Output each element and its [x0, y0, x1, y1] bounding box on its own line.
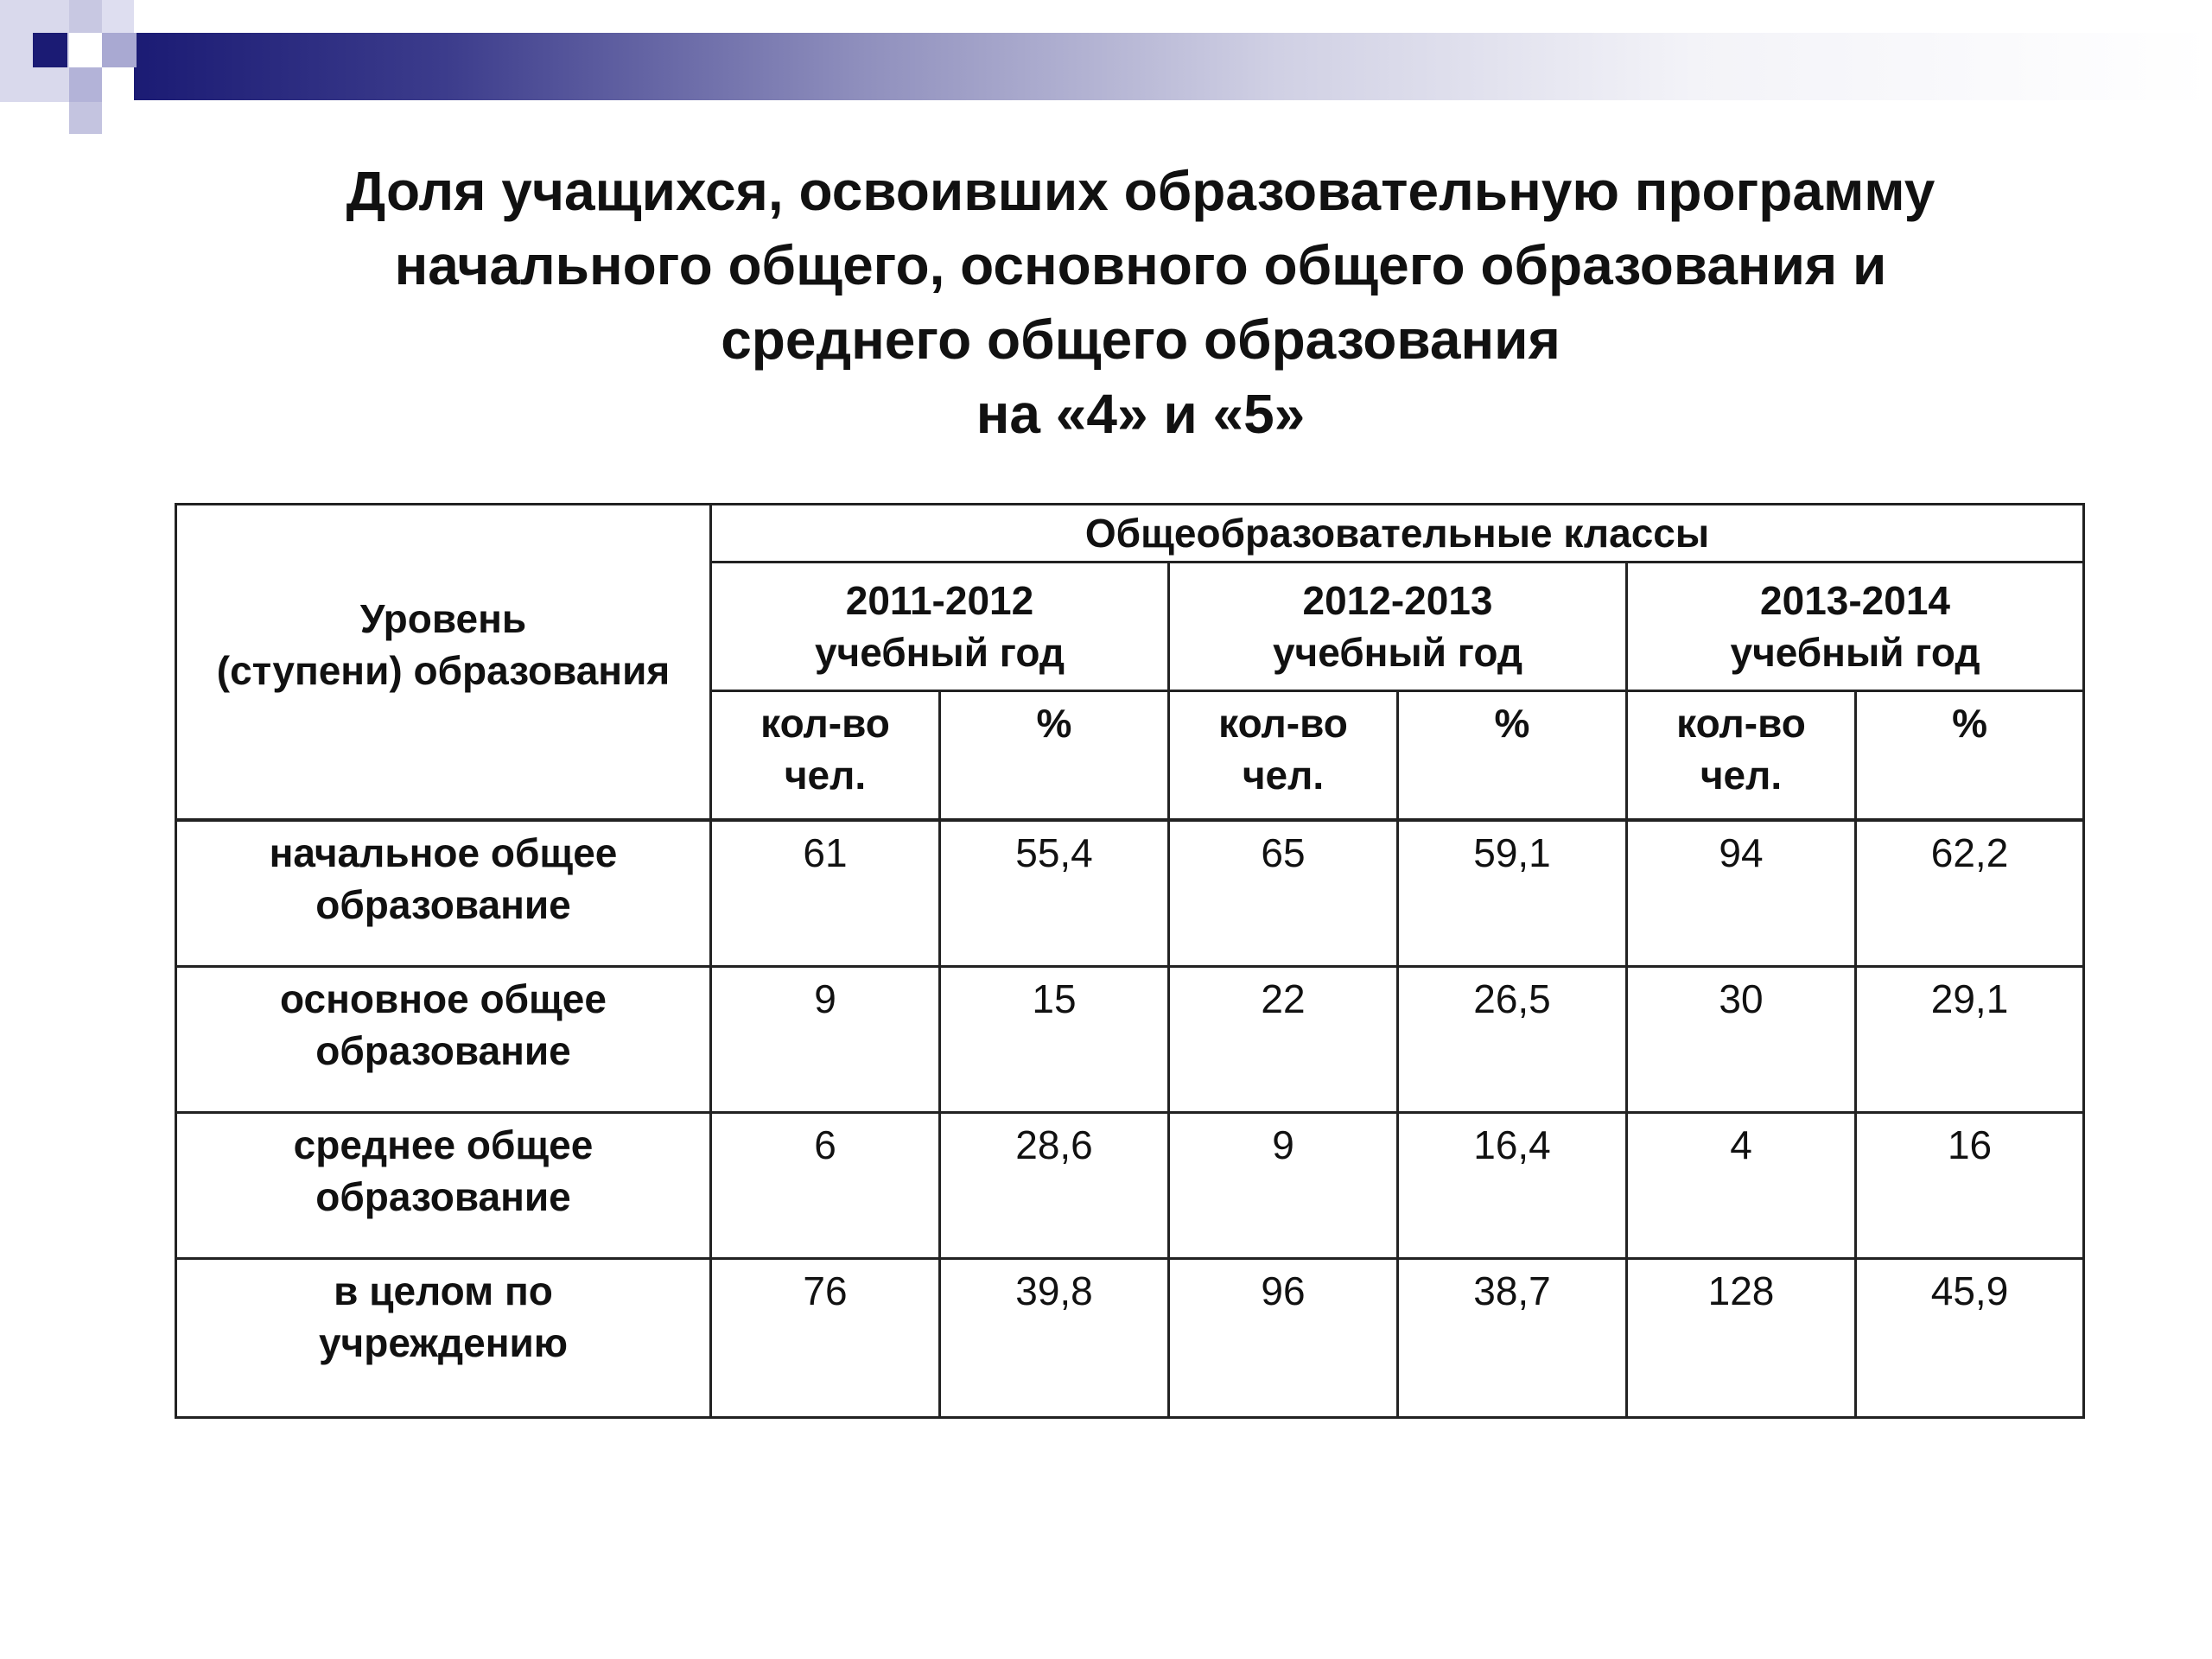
row-label-line: основное общее: [280, 976, 607, 1021]
header-count: [1627, 691, 1856, 821]
title-line: Доля учащихся, освоивших образовательную программу: [346, 160, 1936, 222]
cell-count: 6: [711, 1113, 940, 1259]
header-count: [711, 691, 940, 821]
header-level: [176, 505, 711, 821]
header-year: [711, 563, 1169, 691]
row-label: [176, 1259, 711, 1418]
cell-count: 9: [711, 967, 940, 1113]
table-row: [176, 1113, 2084, 1259]
cell-percent: 16: [1856, 1113, 2084, 1259]
header-year: [1627, 563, 2084, 691]
header-count-line: чел.: [1700, 753, 1783, 798]
cell-percent: 59,1: [1398, 820, 1627, 967]
slide-title: [156, 154, 2126, 451]
row-label-line: образование: [315, 882, 571, 927]
header-count-line: кол-во: [1218, 701, 1348, 746]
header-count-line: чел.: [784, 753, 867, 798]
header-year-line: 2012-2013: [1302, 578, 1493, 623]
header-count: [1169, 691, 1398, 821]
header-year-line: учебный год: [1730, 630, 1980, 675]
header-level-line: (ступени) образования: [216, 648, 671, 693]
corner-square-white: [102, 67, 134, 137]
row-label: [176, 820, 711, 967]
cell-count: 22: [1169, 967, 1398, 1113]
cell-percent: 28,6: [940, 1113, 1169, 1259]
cell-percent: 15: [940, 967, 1169, 1113]
corner-square-white: [0, 102, 69, 137]
cell-count: 76: [711, 1259, 940, 1418]
header-count-line: кол-во: [760, 701, 890, 746]
title-line: начального общего, основного общего образования и: [394, 234, 1887, 296]
corner-square-mid: [69, 67, 102, 102]
header-count-line: кол-во: [1676, 701, 1806, 746]
header-year-line: 2011-2012: [845, 578, 1034, 623]
header-year-line: 2013-2014: [1760, 578, 1951, 623]
corner-square-light: [69, 0, 104, 33]
cell-count: 9: [1169, 1113, 1398, 1259]
corner-square-white: [69, 33, 102, 67]
corner-square-mid: [102, 33, 137, 67]
header-count-line: чел.: [1242, 753, 1325, 798]
row-label-line: начальное общее: [269, 830, 618, 875]
cell-count: 94: [1627, 820, 1856, 967]
row-label: [176, 1113, 711, 1259]
cell-count: 4: [1627, 1113, 1856, 1259]
header-percent: %: [940, 691, 1169, 821]
row-label-line: учреждению: [318, 1320, 569, 1365]
cell-percent: 26,5: [1398, 967, 1627, 1113]
header-percent: %: [1856, 691, 2084, 821]
header-level-line: Уровень: [359, 596, 527, 641]
cell-percent: 29,1: [1856, 967, 2084, 1113]
cell-count: 65: [1169, 820, 1398, 967]
corner-square-dark: [33, 33, 67, 67]
header-year: [1169, 563, 1627, 691]
header-percent: %: [1398, 691, 1627, 821]
header-group: Общеобразовательные классы: [711, 505, 2084, 563]
header-year-line: учебный год: [1272, 630, 1523, 675]
cell-percent: 45,9: [1856, 1259, 2084, 1418]
row-label-line: среднее общее: [293, 1122, 594, 1167]
title-line: среднего общего образования: [721, 308, 1560, 371]
header-gradient-band: [134, 33, 2212, 100]
row-label-line: образование: [315, 1028, 571, 1073]
corner-square-light: [102, 0, 134, 33]
results-table: [175, 503, 2085, 1419]
cell-percent: 38,7: [1398, 1259, 1627, 1418]
cell-percent: 62,2: [1856, 820, 2084, 967]
table-row: [176, 967, 2084, 1113]
row-label-line: образование: [315, 1174, 571, 1219]
cell-count: 96: [1169, 1259, 1398, 1418]
table-row: [176, 1259, 2084, 1418]
cell-count: 30: [1627, 967, 1856, 1113]
corner-square-light: [69, 102, 102, 134]
cell-percent: 39,8: [940, 1259, 1169, 1418]
cell-percent: 16,4: [1398, 1113, 1627, 1259]
title-line: на «4» и «5»: [976, 383, 1306, 445]
header-year-line: учебный год: [814, 630, 1065, 675]
cell-count: 61: [711, 820, 940, 967]
cell-percent: 55,4: [940, 820, 1169, 967]
row-label: [176, 967, 711, 1113]
table-row: [176, 820, 2084, 967]
row-label-line: в целом по: [334, 1268, 553, 1313]
cell-count: 128: [1627, 1259, 1856, 1418]
